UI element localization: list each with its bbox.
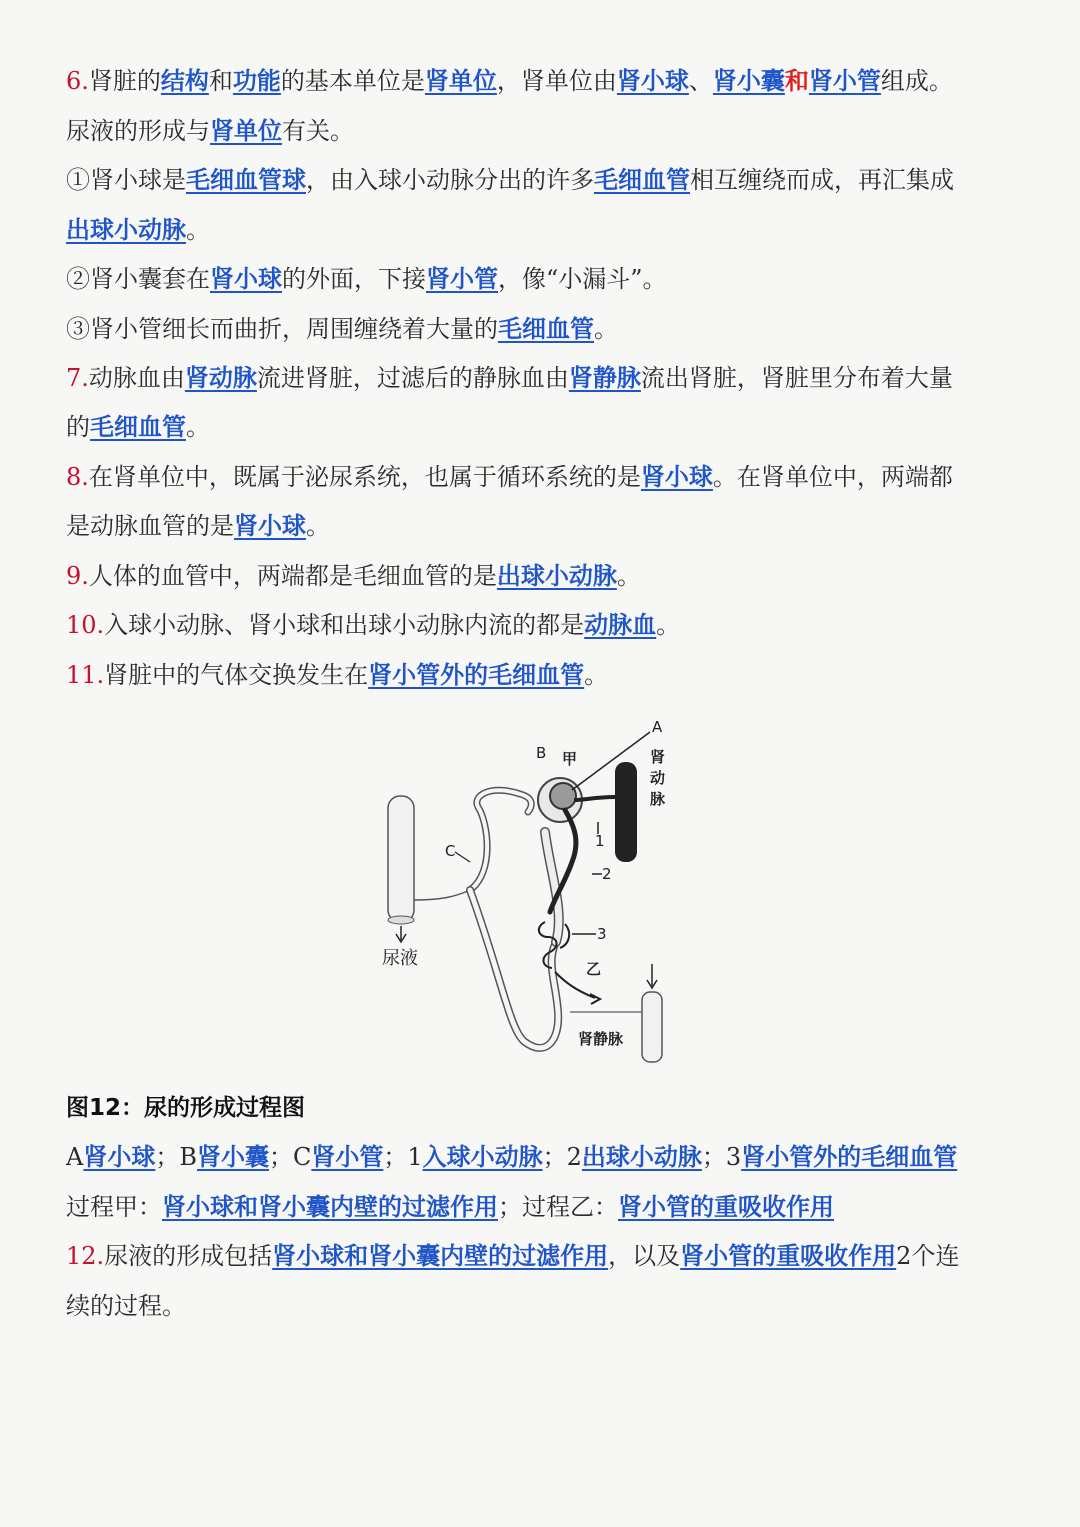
text: ③肾小管细长而曲折，周围缠绕着大量的	[66, 315, 498, 343]
text: 。	[656, 611, 681, 639]
text: 入球小动脉、肾小球和出球小动脉内流的都是	[104, 611, 585, 639]
process-line	[66, 1192, 1020, 1222]
answer: 结构	[160, 66, 209, 95]
answer: 肾小球和肾小囊内壁的过滤作用	[272, 1241, 609, 1270]
highlight: 和	[784, 66, 809, 95]
item-6-1-line2	[66, 215, 1020, 245]
item-number: 8.	[66, 463, 89, 491]
text: 2个连	[896, 1242, 960, 1270]
label-renal-artery-3: 脉	[650, 790, 666, 808]
label-2: 2	[602, 865, 612, 883]
text: ；B	[155, 1143, 197, 1171]
answer: 肾小球	[616, 66, 689, 95]
text: 肾脏的	[88, 67, 161, 95]
item-6-2	[66, 264, 1020, 294]
text: ①肾小球是	[66, 166, 186, 194]
text: 、	[688, 67, 713, 95]
answer: 动脉血	[584, 610, 657, 639]
label-renal-vein: 肾静脉	[578, 1030, 624, 1048]
answer: 肾小球和肾小囊内壁的过滤作用	[162, 1192, 498, 1221]
text: 尿液的形成包括	[104, 1242, 273, 1270]
answer: 肾小管	[311, 1142, 384, 1171]
figure-caption: 图12：尿的形成过程图	[66, 1095, 306, 1121]
answer: 肾小球	[83, 1142, 156, 1171]
answer: 肾小管的重吸收作用	[680, 1241, 897, 1270]
text: ；3	[701, 1143, 742, 1171]
duct-opening	[388, 916, 414, 924]
answer: 毛细血管	[90, 412, 186, 441]
answer: 肾小囊	[196, 1142, 269, 1171]
item-8-line2	[66, 511, 1020, 541]
label-c: C	[445, 842, 456, 860]
pointer-a	[572, 732, 650, 790]
answer: 肾单位	[424, 66, 497, 95]
text: 。	[306, 512, 330, 540]
item-number: 12.	[66, 1242, 105, 1270]
item-9	[66, 561, 1020, 591]
answer: 出球小动脉	[581, 1142, 702, 1171]
text: 组成。	[880, 67, 953, 95]
label-b: B	[536, 744, 547, 762]
answer: 入球小动脉	[422, 1142, 543, 1171]
text: ；2	[542, 1143, 582, 1171]
item-number: 11.	[66, 661, 105, 689]
item-8-line1	[66, 462, 1020, 492]
answer: 肾小囊	[712, 66, 785, 95]
item-number: 9.	[66, 562, 89, 590]
text: ，以及	[608, 1242, 681, 1270]
text: 的基本单位是	[280, 67, 425, 95]
item-6-line2	[66, 116, 1020, 146]
item-7-line2	[66, 412, 1020, 442]
text: 和	[208, 67, 233, 95]
venule-arrow	[590, 994, 600, 1004]
text: ；1	[383, 1143, 423, 1171]
text: 的外面，下接	[282, 265, 426, 293]
label-3: 3	[597, 925, 607, 943]
label-jia: 甲	[562, 750, 578, 768]
item-number: 6.	[66, 67, 89, 95]
text: ，由入球小动脉分出的许多	[306, 166, 594, 194]
item-6-line1	[66, 66, 1020, 96]
text: 流进肾脏，过滤后的静脉血由	[256, 364, 569, 392]
answer: 出球小动脉	[496, 561, 617, 590]
answer: 肾静脉	[568, 363, 641, 392]
answer: 毛细血管	[498, 314, 594, 343]
text: 。	[594, 315, 618, 343]
item-10	[66, 610, 1020, 640]
text: 。	[584, 661, 609, 689]
answer: 肾小管	[426, 264, 498, 293]
item-11	[66, 660, 1020, 690]
text: ，肾单位由	[496, 67, 617, 95]
tubule-loop-inner	[470, 890, 558, 1048]
text: 。	[186, 216, 210, 244]
item-6-1-line1	[66, 165, 1020, 195]
collecting-duct	[388, 796, 414, 922]
answer: 肾小管外的毛细血管	[368, 660, 585, 689]
text: 肾脏中的气体交换发生在	[104, 661, 369, 689]
text: 流出肾脏，肾脏里分布着大量	[640, 364, 953, 392]
text: 相互缠绕而成，再汇集成	[690, 166, 954, 194]
label-urine: 尿液	[382, 948, 418, 969]
answer: 出球小动脉	[66, 215, 186, 244]
text: ；过程乙：	[498, 1193, 618, 1221]
answer: 肾小球	[210, 264, 282, 293]
text: A	[66, 1143, 84, 1171]
text: ；C	[268, 1143, 312, 1171]
text: 尿液的形成与	[66, 117, 210, 145]
text: 。	[186, 413, 210, 441]
answer: 肾小管的重吸收作用	[618, 1192, 834, 1221]
renal-artery	[615, 762, 637, 862]
label-yi: 乙	[586, 960, 602, 978]
pointer-c	[455, 852, 470, 862]
text: 续的过程。	[66, 1292, 186, 1320]
text: 。在肾单位中，两端都	[712, 463, 953, 491]
item-12-line2	[66, 1291, 1020, 1321]
answer: 肾小管外的毛细血管	[741, 1142, 958, 1171]
text: ②肾小囊套在	[66, 265, 210, 293]
text: 在肾单位中，既属于泌尿系统，也属于循环系统的是	[88, 463, 641, 491]
item-7-line1	[66, 363, 1020, 393]
label-a: A	[652, 718, 663, 736]
label-renal-artery-1: 肾	[650, 748, 666, 766]
text: 过程甲：	[66, 1193, 162, 1221]
answer: 肾小球	[234, 511, 306, 540]
item-6-3	[66, 314, 1020, 344]
text: 动脉血由	[88, 364, 185, 392]
label-1: 1	[595, 832, 605, 850]
answer: 肾动脉	[184, 363, 257, 392]
answer: 肾小管	[808, 66, 881, 95]
text: 人体的血管中，两端都是毛细血管的是	[88, 562, 497, 590]
figure-legend	[66, 1142, 1020, 1172]
answer: 毛细血管	[594, 165, 690, 194]
answer: 毛细血管球	[186, 165, 306, 194]
renal-vein	[642, 992, 662, 1062]
nephron-diagram	[360, 712, 700, 1072]
answer: 肾单位	[210, 116, 282, 145]
item-number: 7.	[66, 364, 89, 392]
text: ，像“小漏斗”。	[498, 265, 667, 293]
answer: 功能	[232, 66, 281, 95]
text: 是动脉血管的是	[66, 512, 234, 540]
text: 有关。	[282, 117, 354, 145]
item-number: 10.	[66, 611, 105, 639]
duct-connector	[414, 890, 470, 900]
text: 的	[66, 413, 90, 441]
answer: 肾小球	[640, 462, 713, 491]
text: 。	[616, 562, 641, 590]
label-renal-artery-2: 动	[650, 769, 666, 787]
glomerulus	[550, 783, 576, 809]
item-12-line1	[66, 1241, 1020, 1271]
